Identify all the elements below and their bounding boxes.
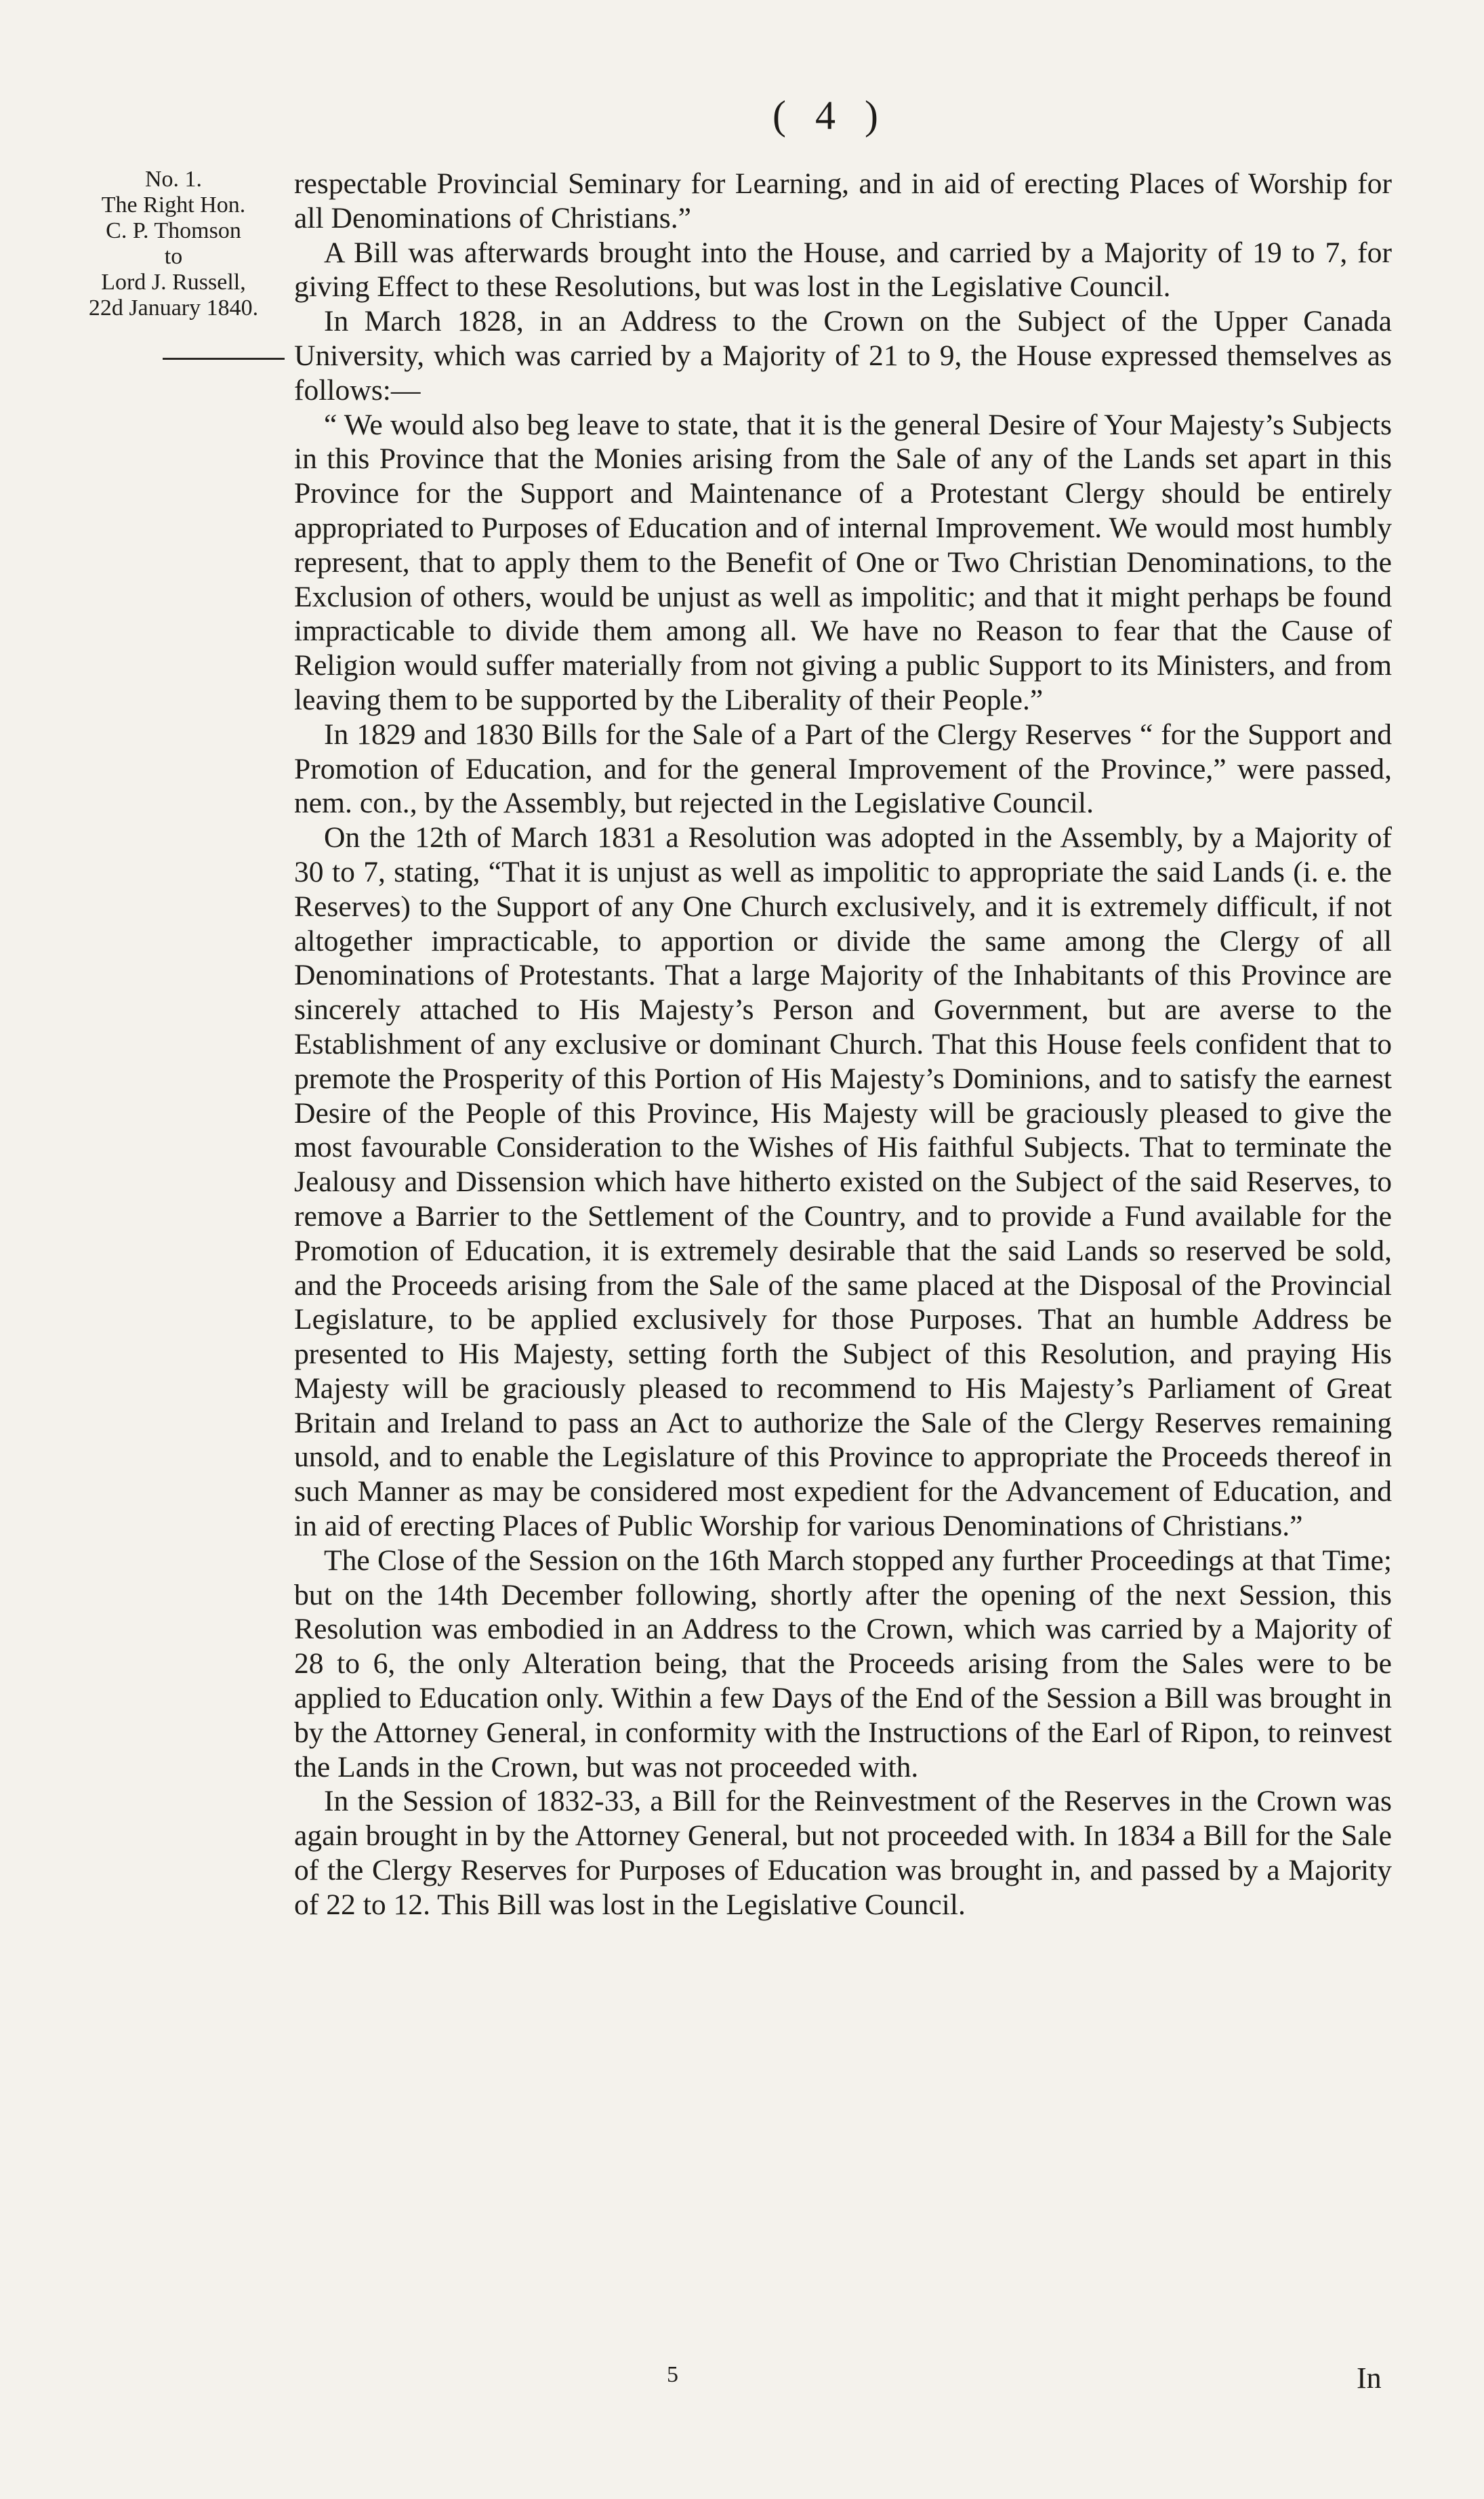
body-text: [294, 167, 1392, 1922]
margin-note-line: C. P. Thomson: [106, 218, 241, 243]
margin-note-rule: [163, 358, 285, 360]
margin-note-line: The Right Hon.: [101, 192, 246, 218]
paragraph: On the 12th of March 1831 a Resolution was adopted in the Assembly, by a Majority of 30 to 7, stating, “That it is unjust as well as impolitic to appropriate the said Lands (i. e. the Reserves) to the Support of any One Church exclusively, and it is extremely difficult, if not altogether impracticable, to apportion or divide the same among the Clergy of all Denominations of Protestants. That a large Majority of the Inhabitants of this Province are sincerely attached to His Majesty’s Person and Government, but are averse to the Establishment of any exclusive or dominant Church. That this House feels confident that to premote the Prosperity of this Portion of His Majesty’s Dominions, and to satisfy the earnest Desire of the People of this Province, His Majesty will be graciously pleased to give the most favourable Consideration to the Wishes of His faithful Subjects. That to terminate the Jealousy and Dissension which have hitherto existed on the Subject of the said Reserves, to remove a Barrier to the Settlement of the Country, and to provide a Fund available for the Promotion of Education, it is extremely desirable that the said Lands so reserved be sold, and the Proceeds arising from the Sale of the same placed at the Disposal of the Provincial Legislature, to be applied exclusively for those Purposes. That an humble Address be presented to His Majesty, setting forth the Subject of this Resolution, and praying His Majesty will be graciously pleased to recommend to His Majesty’s Parliament of Great Britain and Ireland to pass an Act to authorize the Sale of the Clergy Reserves remaining unsold, and to enable the Legislature of this Province to appropriate the Proceeds thereof in such Manner as may be considered most expedient for the Advancement of Education, and in aid of erecting Places of Public Worship for various Denominations of Christians.”: [294, 821, 1392, 1543]
paragraph: respectable Provincial Seminary for Learning, and in aid of erecting Places of Worship for all Denominations of Christians.”: [294, 167, 1392, 234]
paragraph: In 1829 and 1830 Bills for the Sale of a Part of the Clergy Reserves “ for the Support and Promotion of Education, and for the general Improvement of the Province,” were passed, nem. con., by the Assembly, but rejected in the Legislative Council.: [294, 718, 1392, 820]
quoted-paragraph: “ We would also beg leave to state, that it is the general Desire of Your Majesty’s Subjects in this Province that the Monies arising from the Sale of any of the Lands set apart in this Province for the Support and Maintenance of a Protestant Clergy should be entirely appropriated to Purposes of Education and of internal Improvement. We would most humbly represent, that to apply them to the Benefit of One or Two Christian Denominations, to the Exclusion of others, would be unjust as well as impolitic; and that it might perhaps be found impracticable to divide them among all. We have no Reason to fear that the Cause of Religion would suffer materially from not giving a public Support to its Ministers, and from leaving them to be supported by the Liberality of their People.”: [294, 408, 1392, 716]
paragraph: The Close of the Session on the 16th March stopped any further Proceedings at that Time; but on the 14th December following, shortly after the opening of the next Session, this Resolution was embodied in an Address to the Crown, which was carried by a Majority of 28 to 6, the only Alteration being, that the Proceeds arising from the Sales were to be applied to Education only. Within a few Days of the End of the Session a Bill was brought in by the Attorney General, in conformity with the Instructions of the Earl of Ripon, to reinvest the Lands in the Crown, but was not proceeded with.: [294, 1544, 1392, 1783]
margin-note-line: 22d January 1840.: [88, 295, 259, 321]
paragraph: A Bill was afterwards brought into the House, and carried by a Majority of 19 to 7, for giving Effect to these Resolutions, but was lost in the Legislative Council.: [294, 236, 1392, 304]
paragraph: In March 1828, in an Address to the Crown on the Subject of the Upper Canada University, which was carried by a Majority of 21 to 9, the House expressed themselves as follows:—: [294, 305, 1392, 407]
catchword: In: [1357, 2361, 1382, 2395]
margin-note-line: to: [164, 244, 183, 269]
signature-mark: 5: [667, 2362, 678, 2387]
margin-note-line: No. 1.: [144, 167, 203, 192]
margin-note: [65, 167, 282, 321]
page-number: ( 4 ): [772, 93, 888, 138]
margin-note-line: Lord J. Russell,: [101, 270, 246, 295]
paragraph: In the Session of 1832-33, a Bill for the Reinvestment of the Reserves in the Crown was again brought in by the Attorney General, but not proceeded with. In 1834 a Bill for the Sale of the Clergy Reserves for Purposes of Education was brought in, and passed by a Majority of 22 to 12. This Bill was lost in the Legislative Council.: [294, 1785, 1392, 1921]
